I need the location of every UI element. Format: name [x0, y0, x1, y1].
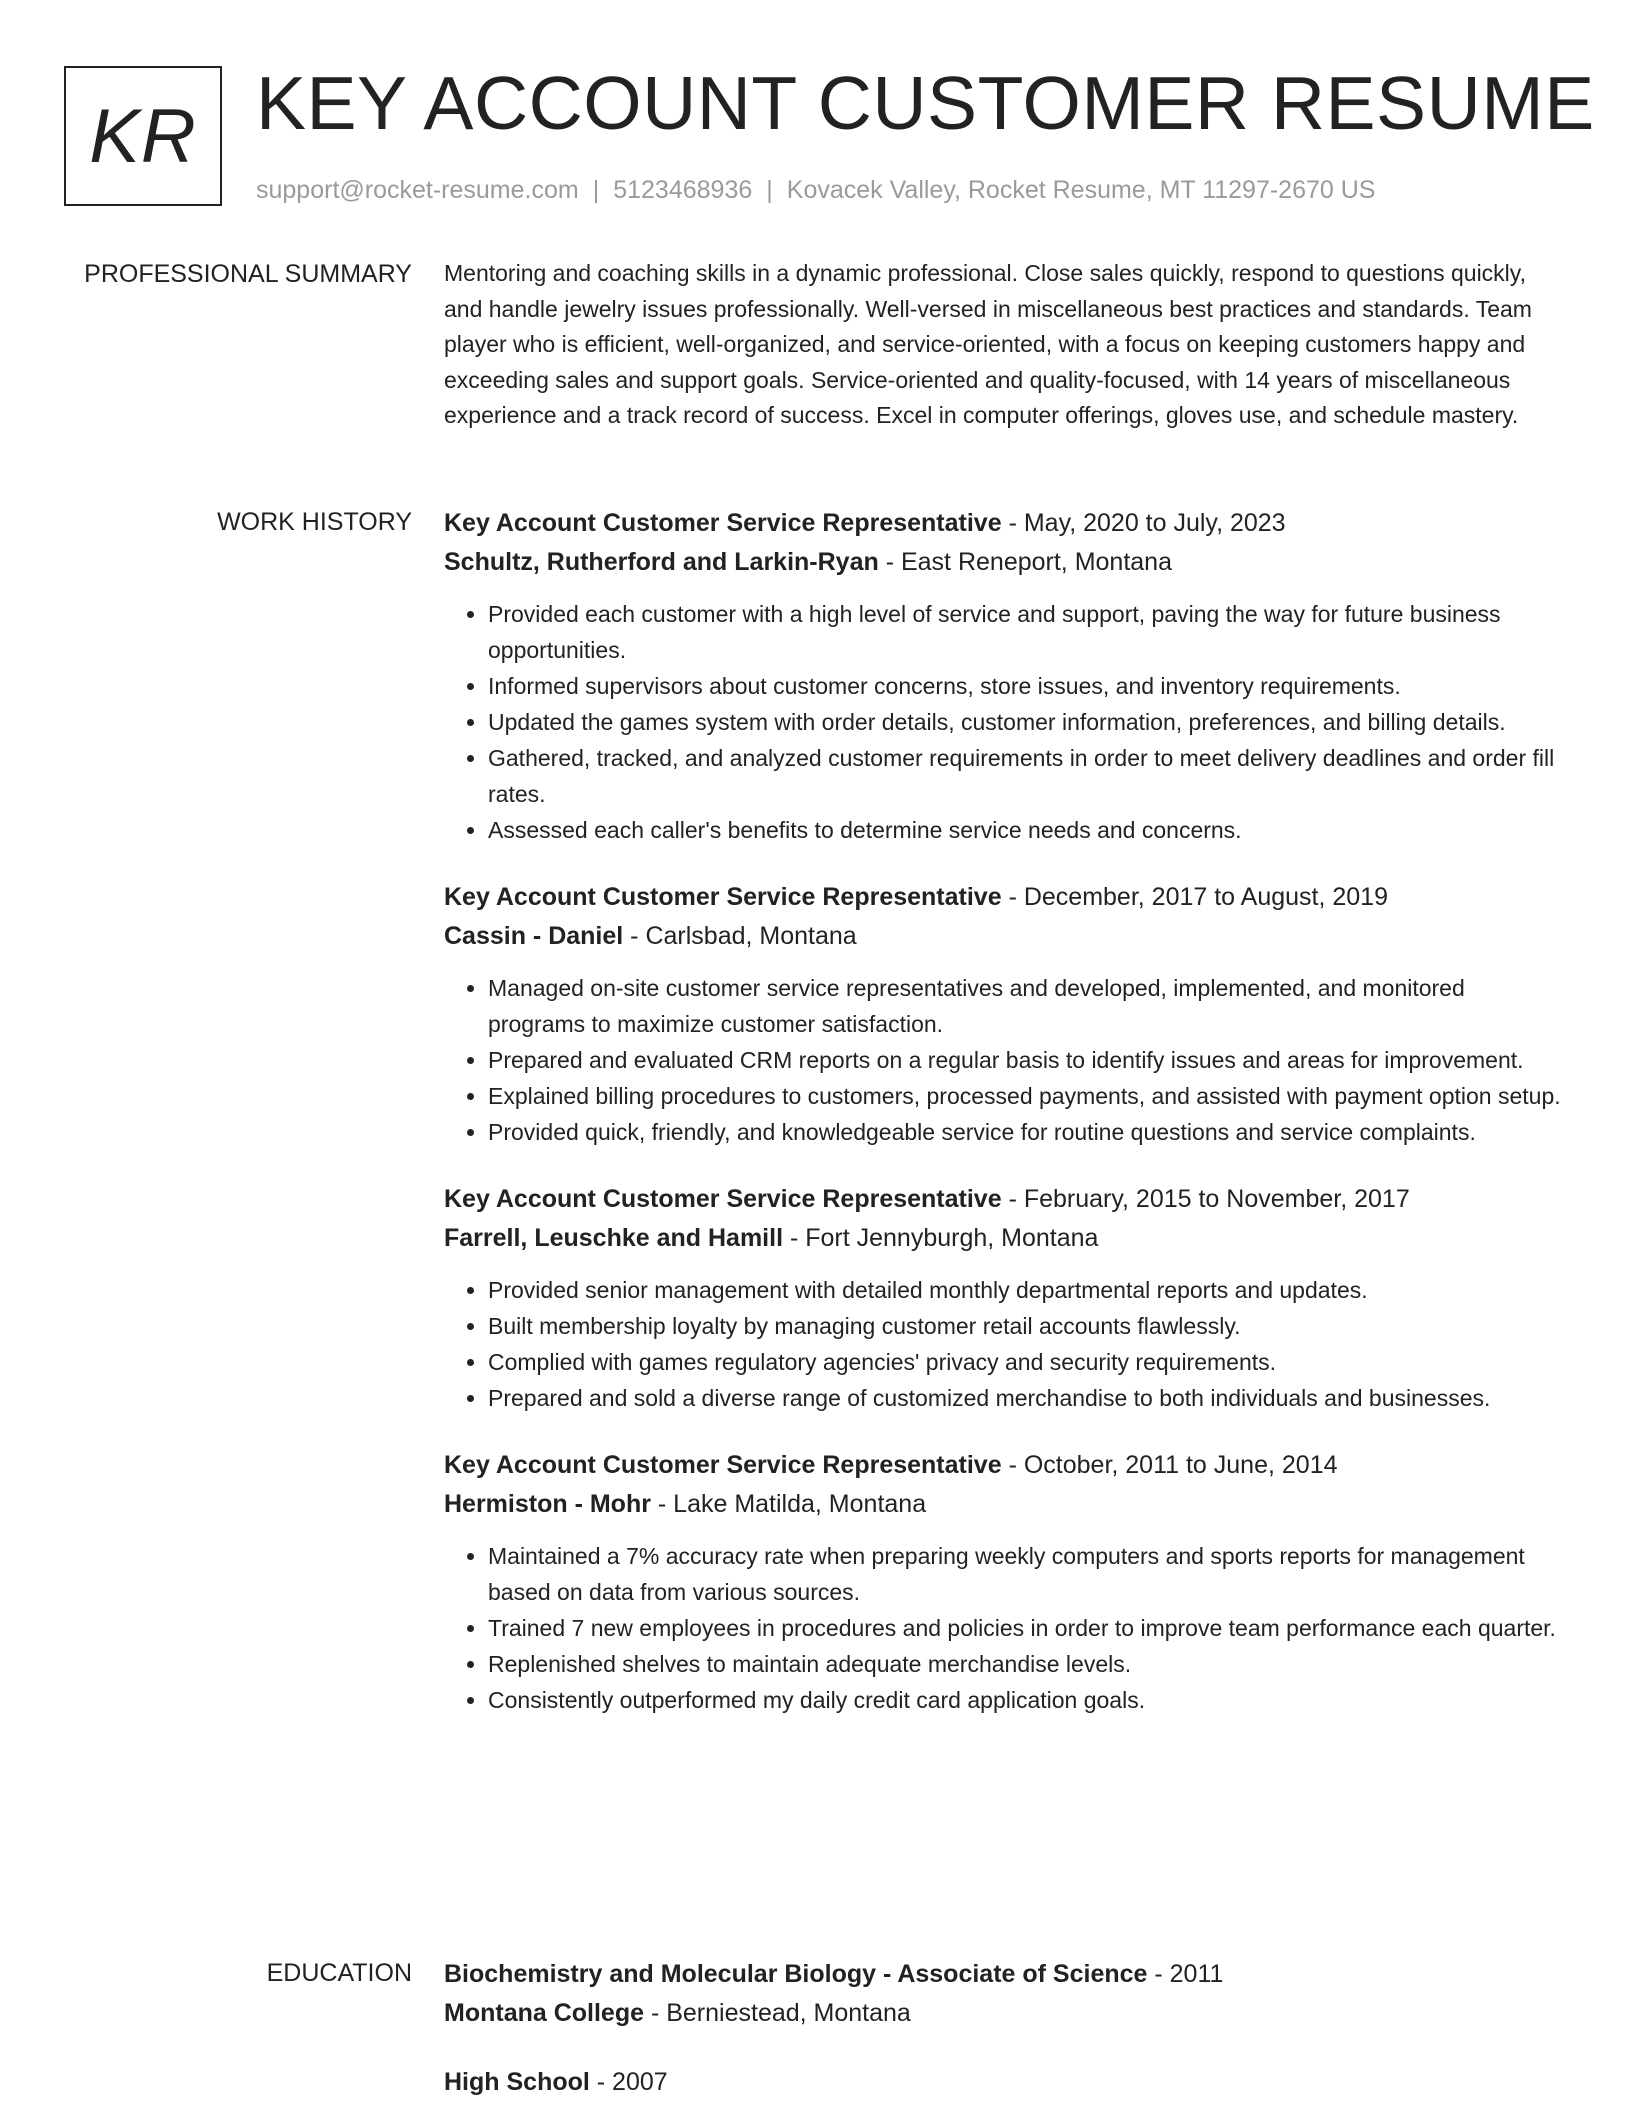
job-duty: • Consistently outperformed my daily credit card application goals.	[488, 1682, 1564, 1718]
degree-year: - 2011	[1147, 1960, 1224, 1988]
job-duty: • Gathered, tracked, and analyzed customer requirements in order to meet delivery deadlines and order fill rates.	[488, 740, 1564, 812]
school-line	[444, 1994, 1564, 2033]
job-dates: - May, 2020 to July, 2023	[1001, 509, 1286, 537]
job-duties-list	[444, 1272, 1564, 1416]
job-duty: • Assessed each caller's benefits to determine service needs and concerns.	[488, 812, 1564, 848]
education-entry	[444, 1955, 1564, 2033]
job-duty: • Prepared and sold a diverse range of customized merchandise to both individuals and businesses.	[488, 1380, 1564, 1416]
job-company: Hermiston - Mohr	[444, 1490, 651, 1518]
job-dates: - February, 2015 to November, 2017	[1001, 1185, 1410, 1213]
job-company: Schultz, Rutherford and Larkin-Ryan	[444, 548, 879, 576]
job-company: Farrell, Leuschke and Hamill	[444, 1224, 784, 1252]
degree-name: Biochemistry and Molecular Biology - Associate of Science	[444, 1960, 1148, 1988]
job-duties-list	[444, 1538, 1564, 1718]
job-company: Cassin - Daniel	[444, 922, 624, 950]
job-title-line	[444, 504, 1564, 543]
degree-year: - 2007	[589, 2068, 668, 2096]
contact-line	[256, 174, 1375, 206]
job-company-line	[444, 917, 1564, 956]
degree-line	[444, 1955, 1564, 1994]
job-dates: - December, 2017 to August, 2019	[1001, 883, 1388, 911]
job-title: Key Account Customer Service Representative	[444, 1451, 1002, 1479]
job-title-line	[444, 1446, 1564, 1485]
section-label-work-history: WORK HISTORY	[217, 508, 412, 536]
contact-address: Kovacek Valley, Rocket Resume, MT 11297-2670 US	[786, 176, 1376, 204]
job-duty: • Explained billing procedures to customers, processed payments, and assisted with payment option setup.	[488, 1078, 1564, 1114]
job-title: Key Account Customer Service Representative	[444, 1185, 1002, 1213]
job-duties-list	[444, 970, 1564, 1150]
contact-separator: |	[592, 176, 600, 204]
school-location: - Berniestead, Montana	[644, 1999, 911, 2027]
contact-phone: 5123468936	[613, 176, 753, 204]
job-company-line	[444, 543, 1564, 582]
job-entry	[444, 878, 1564, 1150]
job-company-line	[444, 1485, 1564, 1524]
job-duty: • Maintained a 7% accuracy rate when preparing weekly computers and sports reports for management based on data from various sources.	[488, 1538, 1564, 1610]
contact-separator: |	[766, 176, 773, 204]
job-entry	[444, 1180, 1564, 1416]
job-duty: • Provided each customer with a high level of service and support, paving the way for future business opportunities.	[488, 596, 1564, 668]
initials-monogram: KR	[64, 66, 222, 206]
education-entry	[444, 2063, 1564, 2102]
job-location: - East Reneport, Montana	[878, 548, 1172, 576]
summary-text: Mentoring and coaching skills in a dynamic professional. Close sales quickly, respond to questions quickly, and handle jewelry issues professionally. Well-versed in miscellaneous best practices and standards. Team player who is efficient, well-organized, and service-oriented, with a focus on keeping customers happy and exceeding sales and support goals. Service-oriented and quality-focused, with 14 years of miscellaneous experience and a track record of success. Excel in computer offerings, gloves use, and schedule mastery.	[444, 260, 1532, 429]
job-duties-list	[444, 596, 1564, 848]
job-dates: - October, 2011 to June, 2014	[1001, 1451, 1338, 1479]
job-company-line	[444, 1219, 1564, 1258]
section-label-summary: PROFESSIONAL SUMMARY	[84, 260, 412, 288]
job-entry	[444, 504, 1564, 848]
job-title-line	[444, 1180, 1564, 1219]
job-duty: • Updated the games system with order details, customer information, preferences, and billing details.	[488, 704, 1564, 740]
resume-title: KEY ACCOUNT CUSTOMER RESUME	[256, 61, 1595, 145]
degree-line	[444, 2063, 1564, 2102]
job-duty: • Managed on-site customer service representatives and developed, implemented, and monitored programs to maximize customer satisfaction.	[488, 970, 1564, 1042]
job-entry	[444, 1446, 1564, 1718]
job-duty: • Provided quick, friendly, and knowledgeable service for routine questions and service complaints.	[488, 1114, 1564, 1150]
job-title: Key Account Customer Service Representative	[444, 883, 1002, 911]
job-duty: • Replenished shelves to maintain adequate merchandise levels.	[488, 1646, 1564, 1682]
section-label-education: EDUCATION	[266, 1959, 412, 1987]
job-duty: • Complied with games regulatory agencies' privacy and security requirements.	[488, 1344, 1564, 1380]
job-location: - Carlsbad, Montana	[623, 922, 857, 950]
job-title: Key Account Customer Service Representative	[444, 509, 1002, 537]
job-duty: • Informed supervisors about customer concerns, store issues, and inventory requirements.	[488, 668, 1564, 704]
job-location: - Fort Jennyburgh, Montana	[783, 1224, 1099, 1252]
degree-name: High School	[444, 2068, 590, 2096]
job-duty: • Trained 7 new employees in procedures and policies in order to improve team performance each quarter.	[488, 1610, 1564, 1646]
job-duty: • Prepared and evaluated CRM reports on a regular basis to identify issues and areas for improvement.	[488, 1042, 1564, 1078]
job-location: - Lake Matilda, Montana	[650, 1490, 927, 1518]
job-title-line	[444, 878, 1564, 917]
contact-email: support@rocket-resume.com	[256, 176, 579, 204]
job-duty: • Provided senior management with detailed monthly departmental reports and updates.	[488, 1272, 1564, 1308]
job-duty: • Built membership loyalty by managing customer retail accounts flawlessly.	[488, 1308, 1564, 1344]
school-name: Montana College	[444, 1999, 645, 2027]
